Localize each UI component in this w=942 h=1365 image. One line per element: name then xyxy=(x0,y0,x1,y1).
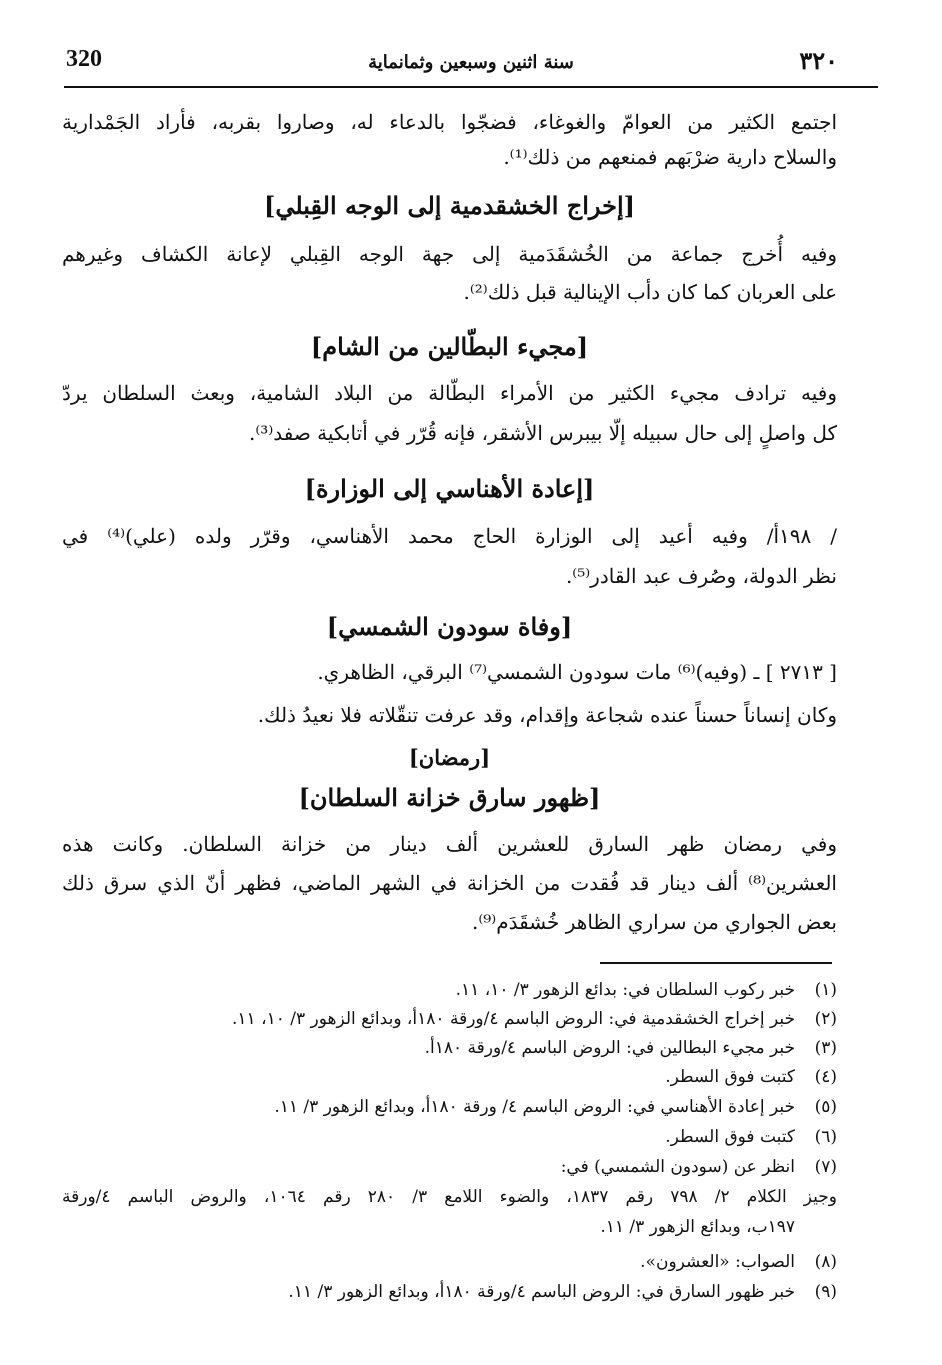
footnote-text: كتبت فوق السطر. xyxy=(665,1067,795,1087)
footnote xyxy=(62,1157,837,1177)
footnote-text: خبر إخراج الخشقدمية في: الروض الباسم ٤/ورقة ١٨٠أ، وبدائع الزهور ٣/ ١٠، ١١. xyxy=(232,1009,795,1029)
footnote-number: (٩) xyxy=(814,1282,837,1302)
footnote-number: (٥) xyxy=(814,1097,837,1117)
footnote xyxy=(62,1067,837,1087)
running-title: سنة اثنين وسبعين وثمانماية xyxy=(368,52,574,73)
paragraph-line: والسلاح دارية ضرْبَهم فمنعهم من ذلك⁽¹⁾. xyxy=(503,145,837,169)
paragraph-line: وكان إنساناً حسناً عنده شجاعة وإقدام، وقد عرفت تنقّلاته فلا نعيدُ ذلك. xyxy=(257,703,837,727)
footnote-rule xyxy=(600,962,832,964)
section-heading: [ظهور سارق خزانة السلطان] xyxy=(298,783,601,812)
footnote-text: الصواب: «العشرون». xyxy=(640,1252,795,1272)
footnote-text: خبر ظهور السارق في: الروض الباسم ٤/ورقة ١٨٠أ، وبدائع الزهور ٣/ ١١. xyxy=(288,1282,795,1302)
footnote xyxy=(62,1009,837,1029)
footnote xyxy=(62,980,837,1000)
paragraph-line: اجتمع الكثير من العوامّ والغوغاء، فضجّوا بالدعاء له، وصاروا بقربه، فأراد الجَمْدارية xyxy=(62,110,837,134)
section-heading: [إعادة الأهناسي إلى الوزارة] xyxy=(304,474,595,503)
footnote xyxy=(62,1038,837,1058)
footnote-text: خبر ركوب السلطان في: بدائع الزهور ٣/ ١٠، ١١. xyxy=(455,980,795,1000)
footnote-text: انظر عن (سودون الشمسي) في: xyxy=(560,1157,795,1177)
footnote-number: (٦) xyxy=(814,1127,837,1147)
paragraph-line: العشرين⁽⁸⁾ ألف دينار قد فُقدت من الخزانة في الشهر الماضي، فظهر أنّ الذي سرق ذلك xyxy=(62,871,837,895)
paragraph-line: وفيه أُخرج جماعة من الخُشقَدَمية إلى جهة الوجه القِبلي لإعانة الكشاف وغيرهم xyxy=(62,242,837,266)
section-heading: [مجيء البطّالين من الشام] xyxy=(310,332,589,361)
footnote-text: كتبت فوق السطر. xyxy=(665,1127,795,1147)
month-heading: [رمضان] xyxy=(408,745,491,770)
page-number-arabic: ٣٢٠ xyxy=(799,46,838,75)
footnote-number: (٧) xyxy=(814,1157,837,1177)
footnote-number: (٤) xyxy=(814,1067,837,1087)
paragraph-line: على العربان كما كان دأب الإينالية قبل ذلك⁽²⁾. xyxy=(463,280,837,304)
footnote-number: (١) xyxy=(814,980,837,1000)
footnote xyxy=(62,1252,837,1272)
header-rule xyxy=(64,86,878,88)
footnote xyxy=(62,1127,837,1147)
footnote xyxy=(62,1097,837,1117)
section-heading: [إخراج الخشقدمية إلى الوجه القِبلي] xyxy=(263,191,635,220)
footnote-continuation: وجيز الكلام ٢/ ٧٩٨ رقم ١٨٣٧، والضوء اللامع ٣/ ٢٨٠ رقم ١٠٦٤، والروض الباسم ٤/ورقة xyxy=(62,1187,838,1207)
paragraph-line: وفي رمضان ظهر السارق للعشرين ألف دينار من خزانة السلطان. وكانت هذه xyxy=(62,832,837,856)
paragraph-line: بعض الجواري من سراري الظاهر خُشقَدَم⁽⁹⁾. xyxy=(471,910,837,934)
footnote-continuation xyxy=(62,1217,837,1237)
footnote-text: خبر مجيء البطالين في: الروض الباسم ٤/ورقة ١٨٠أ. xyxy=(424,1038,795,1058)
section-heading: [وفاة سودون الشمسي] xyxy=(326,612,573,641)
paragraph-line: كل واصلٍ إلى حال سبيله إلّا بيبرس الأشقر، فإنه قُرّر في أتابكية صفد⁽³⁾. xyxy=(249,421,837,445)
footnote-text: خبر إعادة الأهناسي في: الروض الباسم ٤/ ورقة ١٨٠أ، وبدائع الزهور ٣/ ١١. xyxy=(274,1097,795,1117)
footnote-text: ١٩٧ب، وبدائع الزهور ٣/ ١١. xyxy=(600,1217,795,1237)
page-number-latin: 320 xyxy=(66,46,102,72)
footnote xyxy=(62,1282,837,1302)
paragraph-line: نظر الدولة، وصُرف عبد القادر⁽⁵⁾. xyxy=(565,564,837,588)
paragraph-line: [ ٢٧١٣ ] ـ (وفيه)⁽⁶⁾ مات سودون الشمسي⁽⁷⁾ البرقي، الظاهري. xyxy=(317,660,837,684)
footnote-number: (٨) xyxy=(814,1252,837,1272)
footnote-number: (٢) xyxy=(814,1009,837,1029)
paragraph-line: وفيه ترادف مجيء الكثير من الأمراء البطّالة من البلاد الشامية، وبعث السلطان يردّ xyxy=(62,381,837,405)
footnote-number: (٣) xyxy=(814,1038,837,1058)
paragraph-line: / ١٩٨أ/ وفيه أعيد إلى الوزارة الحاج محمد الأهناسي، وقرّر ولده (علي)⁽⁴⁾ في xyxy=(62,524,837,548)
